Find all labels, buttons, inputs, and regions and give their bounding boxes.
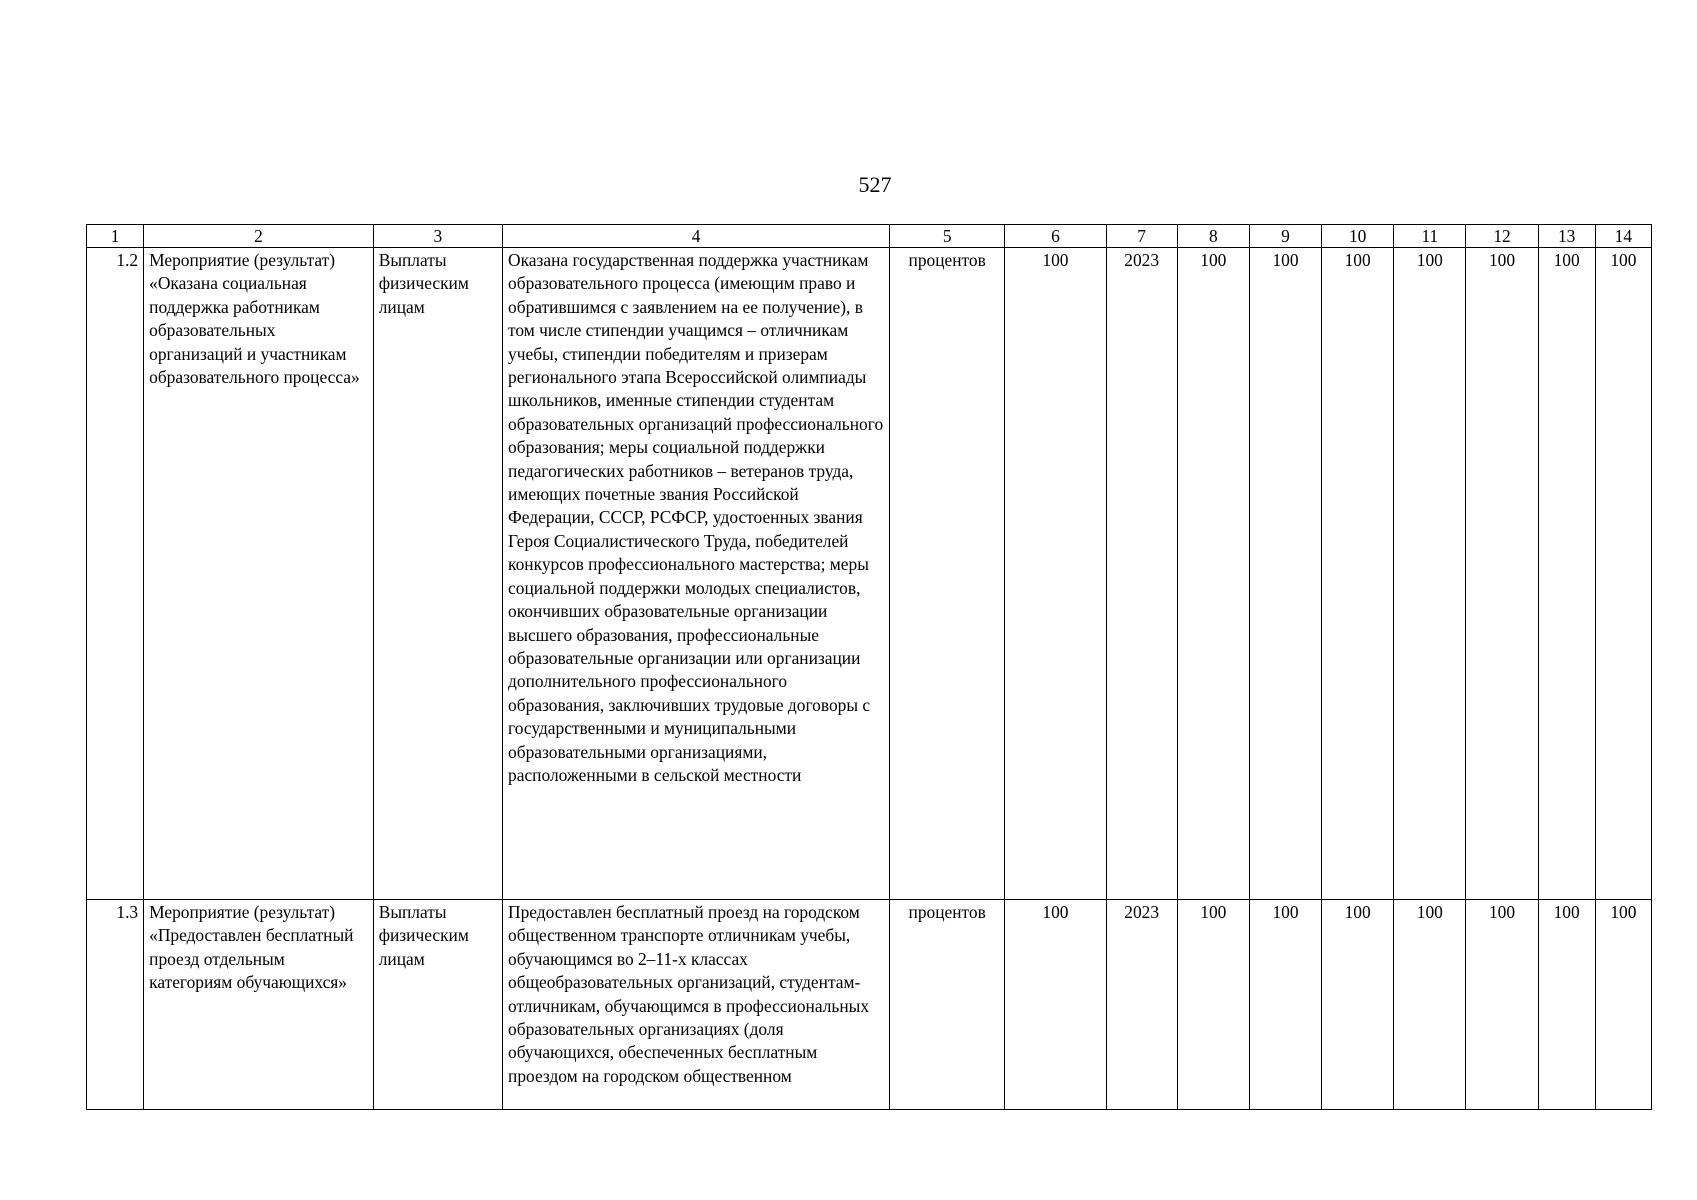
column-header: 12 (1466, 225, 1538, 248)
value-cell: 100 (1394, 248, 1466, 900)
value-cell: 100 (1466, 248, 1538, 900)
column-header: 10 (1322, 225, 1394, 248)
value-cell: 100 (1177, 900, 1249, 1110)
base-year: 2023 (1106, 900, 1177, 1110)
column-header: 1 (87, 225, 144, 248)
value-cell: 100 (1466, 900, 1538, 1110)
table-row (87, 900, 1652, 1110)
column-header: 6 (1005, 225, 1106, 248)
column-header: 11 (1394, 225, 1466, 248)
value-cell: 100 (1249, 248, 1321, 900)
column-header: 3 (373, 225, 502, 248)
event-description: Оказана государственная поддержка участникам образовательного процесса (имеющим право и обратившимся с заявлением на ее получение), в том числе стипендии учащимся – отличникам учебы, стипендии победителям и призерам регионального этапа Всероссийской олимпиады школьников, именные стипендии студентам образовательных организаций профессионального образования; меры социальной поддержки педагогических работников – ветеранов труда, имеющих почетные звания Российской Федерации, СССР, РСФСР, удостоенных звания Героя Социалистического Труда, победителей конкурсов профессионального мастерства; меры социальной поддержки молодых специалистов, окончивших образовательные организации высшего образования, профессиональные образовательные организации или организации дополнительного профессионального образования, заключивших трудовые договоры с государственными и муниципальными образовательными организациями, расположенными в сельской местности (503, 248, 890, 900)
value-cell: 100 (1322, 248, 1394, 900)
column-header: 5 (890, 225, 1005, 248)
column-header: 13 (1538, 225, 1595, 248)
value-cell: 100 (1595, 248, 1651, 900)
value-cell: 100 (1177, 248, 1249, 900)
unit: процентов (890, 900, 1005, 1110)
column-header: 8 (1177, 225, 1249, 248)
base-value: 100 (1005, 248, 1106, 900)
page-number: 527 (858, 172, 892, 197)
event-name: Мероприятие (результат) «Предоставлен бесплатный проезд отдельным категориям обучающихся» (144, 900, 374, 1110)
table-row (87, 248, 1652, 900)
column-header: 2 (144, 225, 374, 248)
column-header: 4 (503, 225, 890, 248)
event-type: Выплаты физическим лицам (373, 248, 502, 900)
value-cell: 100 (1595, 900, 1651, 1110)
value-cell: 100 (1394, 900, 1466, 1110)
row-number: 1.2 (87, 248, 144, 900)
base-year: 2023 (1106, 248, 1177, 900)
value-cell: 100 (1249, 900, 1321, 1110)
event-type: Выплаты физическим лицам (373, 900, 502, 1110)
column-header: 7 (1106, 225, 1177, 248)
value-cell: 100 (1322, 900, 1394, 1110)
column-header: 14 (1595, 225, 1651, 248)
event-name: Мероприятие (результат) «Оказана социальная поддержка работникам образовательных организаций и участникам образовательного процесса» (144, 248, 374, 900)
table-header-row (87, 225, 1652, 248)
base-value: 100 (1005, 900, 1106, 1110)
value-cell: 100 (1538, 248, 1595, 900)
column-header: 9 (1249, 225, 1321, 248)
row-number: 1.3 (87, 900, 144, 1110)
results-table (86, 224, 1652, 1110)
value-cell: 100 (1538, 900, 1595, 1110)
unit: процентов (890, 248, 1005, 900)
event-description: Предоставлен бесплатный проезд на городском общественном транспорте отличникам учебы, обучающимся во 2–11-х классах общеобразовательных организаций, студентам-отличникам, обучающимся в профессиональных образовательных организациях (доля обучающихся, обеспеченных бесплатным проездом на городском общественном (503, 900, 890, 1110)
